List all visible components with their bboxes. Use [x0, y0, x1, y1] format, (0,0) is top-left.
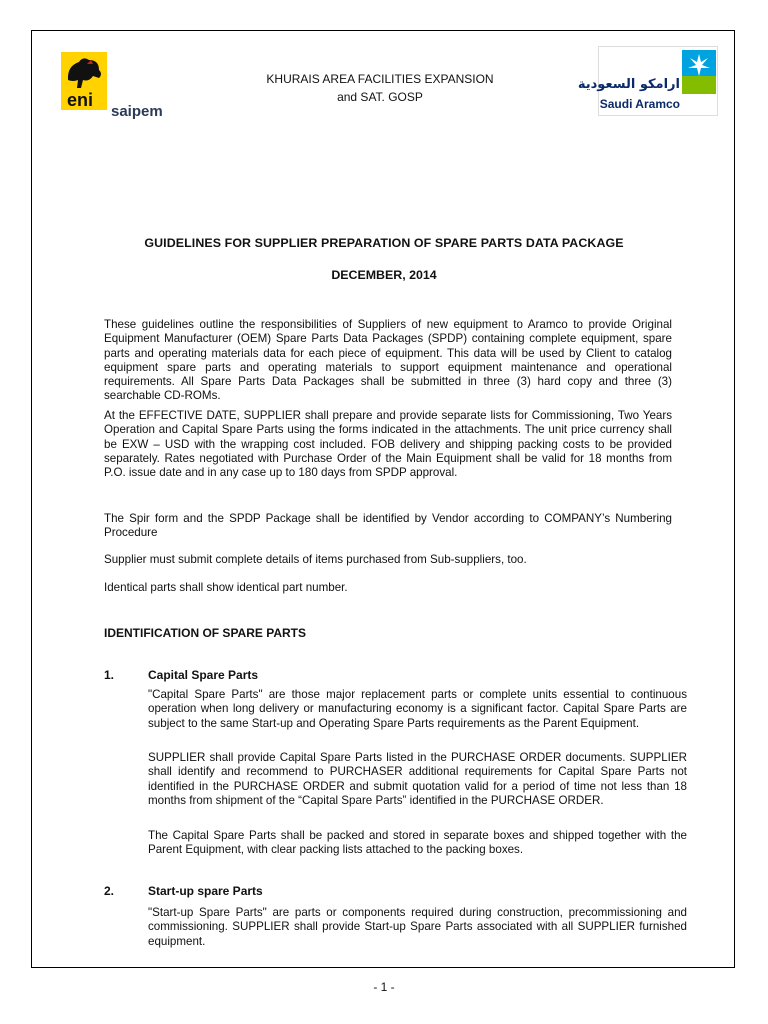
project-subname: and SAT. GOSP: [337, 90, 423, 104]
item-title-startup-spare-parts: Start-up spare Parts: [148, 884, 263, 898]
effective-date-paragraph: At the EFFECTIVE DATE, SUPPLIER shall prepare and provide separate lists for Commissioning, Two Years Operation and Capital Spare Parts using the forms indicated in the attachments. The unit price currency shall be EXW – USD with the wrapping cost included. FOB delivery and shipping packing costs to be provided separately. Rates negotiated with Purchase Order of the Main Equipment shall be valid for 18 months from P.O. issue date and in any case up to 180 days from SPDP approval.: [104, 409, 672, 480]
startup-spare-parts-definition: "Start-up Spare Parts" are parts or components required during construction, precommissioning and commissioning. SUPPLIER shall provide Start-up Spare Parts associated with all SUPPLIER furnished equipment.: [148, 906, 687, 948]
intro-paragraph: These guidelines outline the responsibilities of Suppliers of new equipment to Aramco to provide Original Equipment Manufacturer (OEM) Spare Parts Data Packages (SPDP) containing complete equipment, spare parts and operating materials data for each piece of equipment. This data will be used by Client to catalog equipment spare parts and operating materials to support equipment maintenance and operational requirements. All Spare Parts Data Packages shall be submitted in three (3) hard copy and three (3) searchable CD-ROMs.: [104, 318, 672, 403]
capital-spare-parts-definition: "Capital Spare Parts" are those major replacement parts or complete units essential to continuous operation when long delivery or manufacturing economy is a significant factor. Capital Spare Parts are subject to the same Start-up and Operating Spare Parts requirements as the Parent Equipment.: [148, 688, 687, 730]
saudi-aramco-logo: [577, 46, 718, 116]
spir-form-paragraph: The Spir form and the SPDP Package shall be identified by Vendor according to COMPANY’s Numbering Procedure: [104, 512, 672, 540]
page-number: - 1 -: [373, 980, 395, 994]
capital-spare-parts-requirements: SUPPLIER shall provide Capital Spare Parts listed in the PURCHASE ORDER documents. SUPPLIER shall identify and recommend to PURCHASER additional requirements for Capital Spare Parts not identified in the PURCHASE ORDER and submit quotation valid for a period of time not less than 18 months from shipment of the “Capital Spare Parts” identified in the PURCHASE ORDER.: [148, 751, 687, 807]
item-number: 2.: [104, 884, 115, 898]
item-title-capital-spare-parts: Capital Spare Parts: [148, 668, 259, 682]
document-date: DECEMBER, 2014: [331, 268, 437, 282]
item-number: 1.: [104, 668, 115, 682]
identical-parts-paragraph: Identical parts shall show identical part number.: [104, 581, 348, 594]
project-name: KHURAIS AREA FACILITIES EXPANSION: [266, 72, 494, 86]
page-border: [31, 30, 735, 968]
section-heading: IDENTIFICATION OF SPARE PARTS: [104, 626, 307, 640]
eni-wordmark: eni: [67, 90, 94, 110]
eni-saipem-logo: [61, 52, 179, 124]
document-title: GUIDELINES FOR SUPPLIER PREPARATION OF SPARE PARTS DATA PACKAGE: [144, 236, 624, 250]
sub-suppliers-paragraph: Supplier must submit complete details of items purchased from Sub-suppliers, too.: [104, 553, 527, 566]
saipem-wordmark: saipem: [111, 103, 163, 120]
capital-spare-parts-packing: The Capital Spare Parts shall be packed and stored in separate boxes and shipped together with the Parent Equipment, with clear packing lists attached to the packing boxes.: [148, 829, 687, 857]
aramco-english-wordmark: Saudi Aramco: [599, 97, 680, 111]
project-header: [230, 70, 530, 106]
aramco-arabic-wordmark: ارامكو السعودية: [577, 77, 680, 92]
